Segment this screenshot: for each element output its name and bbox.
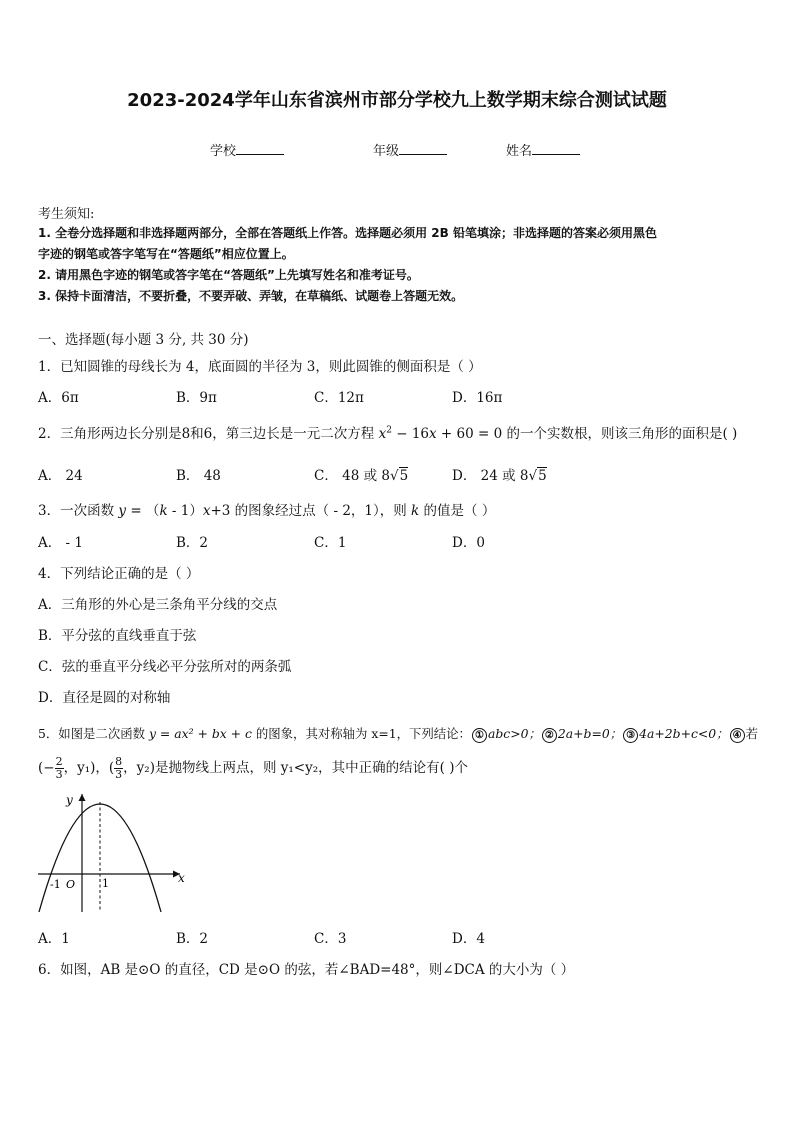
q3-end: 的值是（ ） [419, 503, 496, 519]
circle-3-icon: ③ [623, 728, 638, 743]
origin-label: O [66, 878, 76, 891]
q3-mid1: = （ [126, 503, 160, 519]
question-3 [38, 499, 495, 519]
notice-line-3: 2. 请用黑色字迹的钢笔或答字笔在“答题纸”上先填写姓名和准考证号。 [38, 268, 419, 282]
q2-eq-sup: 2 [386, 425, 392, 436]
grade-label: 年级 [373, 144, 400, 159]
fraction-8-3 [114, 756, 123, 781]
question-5-line-2 [38, 756, 468, 781]
name-field [506, 140, 580, 159]
q3-option-d[interactable]: D．0 [452, 535, 485, 551]
q5-option-a[interactable]: A．1 [38, 931, 70, 947]
q3-y: y [118, 503, 127, 519]
q2-eq-b: − 16 [391, 426, 429, 442]
notice-heading: 考生须知: [38, 207, 95, 222]
parabola-graph [30, 788, 200, 918]
q3-option-b[interactable]: B．2 [176, 535, 209, 551]
q2-option-d-text: D． 24 或 8 [452, 468, 529, 484]
school-blank [236, 142, 284, 155]
q3-option-a[interactable]: A． - 1 [38, 535, 83, 551]
q5-l2a: (− [38, 760, 55, 776]
q2-option-c[interactable] [314, 464, 408, 484]
q5-stmt-3: 4a+2b+c<0； [639, 726, 729, 741]
school-label: 学校 [210, 144, 237, 159]
q4-option-d[interactable]: D．直径是圆的对称轴 [38, 690, 171, 706]
q4-option-c[interactable]: C．弦的垂直平分线必平分弦所对的两条弧 [38, 659, 292, 675]
notice-line-4: 3. 保持卡面清洁，不要折叠，不要弄破、弄皱，在草稿纸、试题卷上答题无效。 [38, 289, 464, 303]
q3-pre: 3．一次函数 [38, 503, 119, 519]
question-6: 6．如图，AB 是⊙O 的直径，CD 是⊙O 的弦，若∠BAD=48°，则∠DCA 的大小为（ ） [38, 962, 575, 978]
q2-option-b[interactable]: B． 48 [176, 468, 221, 484]
q3-option-c[interactable]: C．1 [314, 535, 347, 551]
neg-one-label: -1 [50, 878, 61, 891]
q2-option-c-text: C． 48 或 8 [314, 468, 390, 484]
q5-stmt-4: 若 [745, 726, 758, 741]
q5-l2b: ，y₁)，( [63, 760, 115, 776]
question-5-line-1 [38, 724, 758, 743]
q1-option-a[interactable]: A．6π [38, 390, 79, 406]
grade-field [373, 140, 447, 159]
q5-l2c: ，y₂)是抛物线上两点，则 y₁<y₂，其中正确的结论有( )个 [123, 760, 468, 776]
page-title: 2023-2024学年山东省滨州市部分学校九上数学期末综合测试试题 [127, 90, 667, 111]
q3-mid2: - 1） [167, 503, 203, 519]
q3-post: +3 的图象经过点（ - 2，1），则 [210, 503, 412, 519]
question-4: 4．下列结论正确的是（ ） [38, 566, 200, 582]
q2-text-pre: 2．三角形两边长分别是8和6，第三边长是一元二次方程 [38, 426, 379, 442]
sqrt-icon: √ [389, 468, 399, 484]
q2-option-c-radicand: 5 [399, 468, 409, 484]
q2-eq-x: x [378, 426, 387, 442]
q2-option-d-radicand: 5 [538, 468, 547, 484]
q2-option-d[interactable] [452, 464, 547, 484]
name-label: 姓名 [506, 144, 533, 159]
school-field [210, 140, 284, 159]
q2-eq-x2: x [429, 426, 437, 442]
q4-option-a[interactable]: A．三角形的外心是三条角平分线的交点 [38, 597, 278, 613]
sqrt-icon: √ [528, 468, 538, 484]
y-axis-arrow-icon [79, 794, 86, 801]
q3-k: k [159, 503, 168, 519]
q5-option-b[interactable]: B．2 [176, 931, 209, 947]
q4-option-b[interactable]: B．平分弦的直线垂直于弦 [38, 628, 197, 644]
q2-option-a[interactable]: A． 24 [38, 468, 83, 484]
circle-4-icon: ④ [730, 728, 745, 743]
q5-pre: 5．如图是二次函数 [38, 726, 149, 741]
section-heading: 一、选择题(每小题 3 分, 共 30 分) [38, 332, 249, 348]
q3-k2: k [411, 503, 420, 519]
q5-option-c[interactable]: C．3 [314, 931, 347, 947]
q5-mid: 的图象，其对称轴为 x=1，下列结论： [251, 726, 471, 741]
q1-option-b[interactable]: B．9π [176, 390, 217, 406]
grade-blank [399, 142, 447, 155]
frac-den: 3 [55, 768, 63, 781]
frac-num: 2 [55, 755, 63, 768]
notice-line-1: 1. 全卷分选择题和非选择题两部分，全部在答题纸上作答。选择题必须用 2B 铅笔填涂；非选择题的答案必须用黑色 [38, 226, 657, 240]
q1-option-c[interactable]: C．12π [314, 390, 364, 406]
circle-1-icon: ① [472, 728, 487, 743]
q5-option-d[interactable]: D．4 [452, 931, 485, 947]
q1-option-d[interactable]: D．16π [452, 390, 503, 406]
q3-x: x [202, 503, 211, 519]
x-label: x [178, 871, 185, 885]
name-blank [532, 142, 580, 155]
q5-stmt-2: 2a+b=0； [557, 726, 623, 741]
frac-den: 3 [115, 768, 123, 781]
q2-text-post: 的一个实数根，则该三角形的面积是( ) [502, 426, 738, 442]
circle-2-icon: ② [542, 728, 557, 743]
y-label: y [66, 793, 73, 807]
notice-line-2: 字迹的钢笔或答字笔写在“答题纸”相应位置上。 [38, 247, 294, 261]
question-2 [38, 422, 737, 442]
q2-eq-d: + 60 = 0 [436, 426, 503, 442]
frac-num: 8 [115, 755, 123, 768]
q5-stmt-1: abc>0； [487, 726, 541, 741]
q5-eq: y = ax² + bx + c [148, 726, 252, 741]
fraction-2-3 [55, 756, 64, 781]
question-1: 1．已知圆锥的母线长为 4，底面圆的半径为 3，则此圆锥的侧面积是（ ） [38, 359, 482, 375]
one-label: 1 [102, 877, 109, 890]
